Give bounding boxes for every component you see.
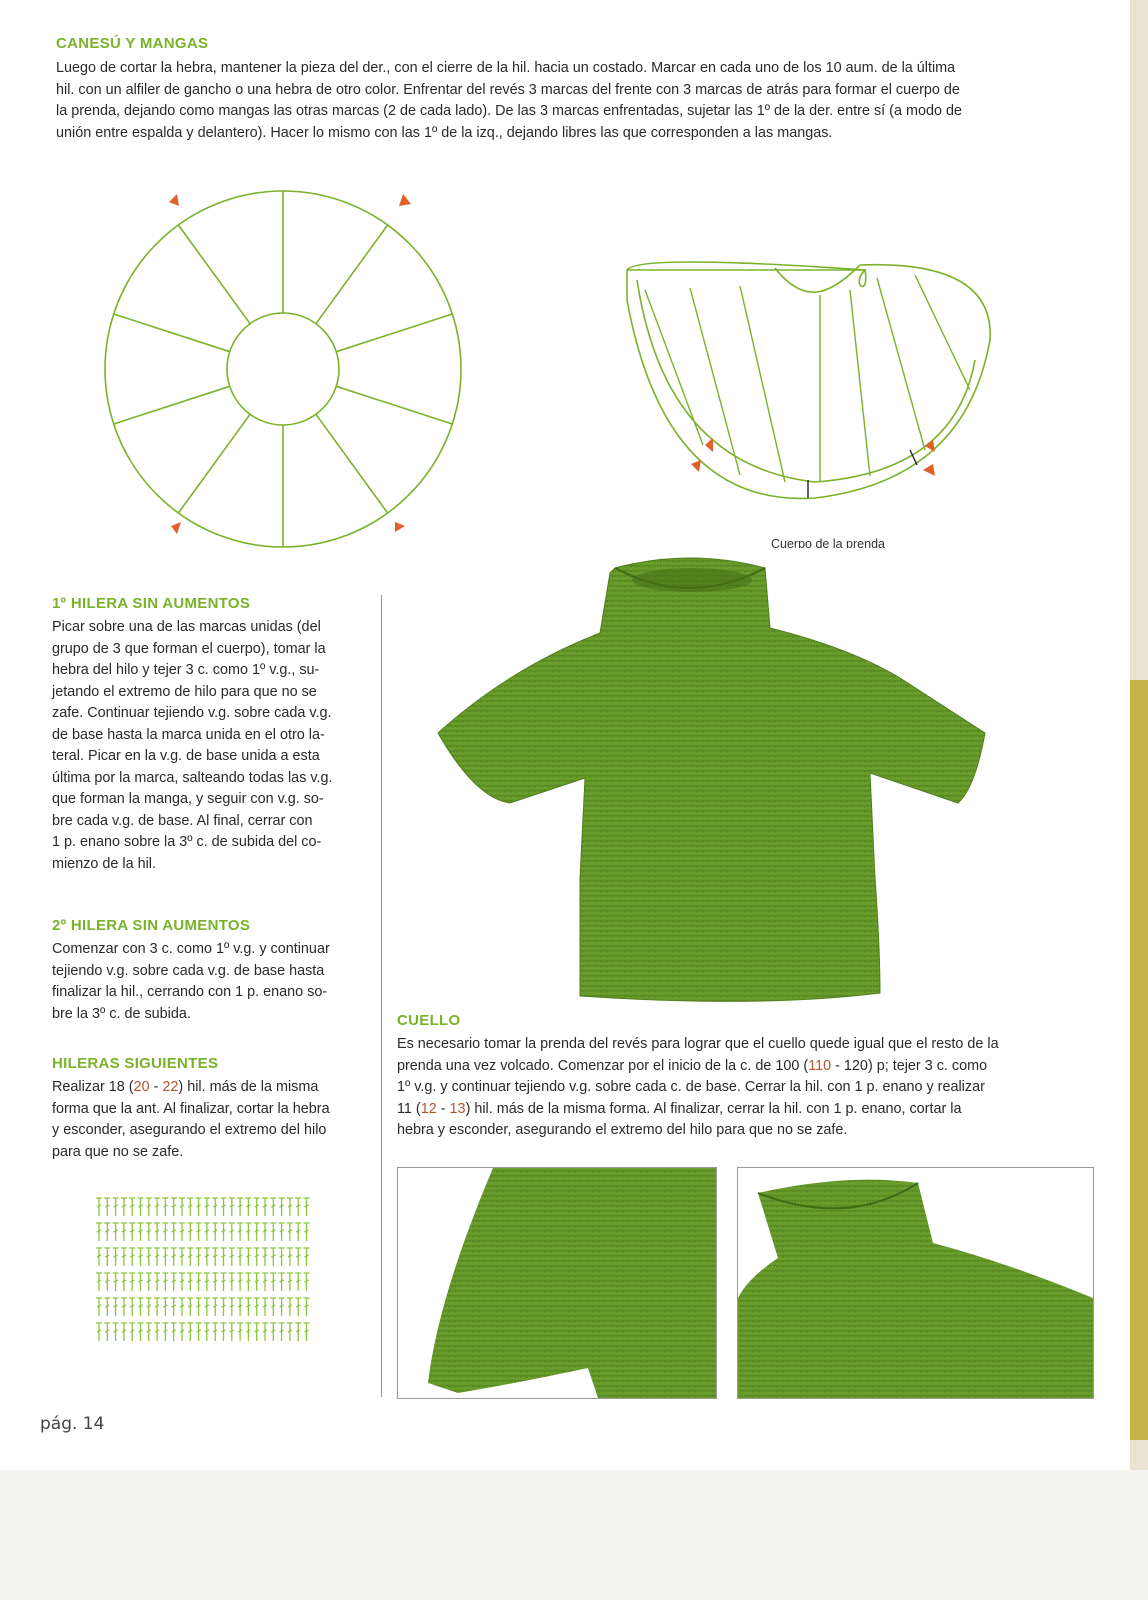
double-crochet-symbol <box>179 1198 185 1216</box>
double-crochet-symbol <box>245 1298 251 1316</box>
double-crochet-symbol <box>237 1273 243 1291</box>
double-crochet-symbol <box>262 1323 268 1341</box>
double-crochet-symbol <box>196 1223 202 1241</box>
double-crochet-symbol <box>212 1323 218 1341</box>
double-crochet-symbol <box>154 1323 160 1341</box>
marker-triangle <box>399 194 411 206</box>
double-crochet-symbol <box>229 1198 235 1216</box>
double-crochet-symbol <box>96 1323 102 1341</box>
double-crochet-symbol <box>287 1323 293 1341</box>
double-crochet-symbol <box>229 1223 235 1241</box>
double-crochet-symbol <box>262 1223 268 1241</box>
double-crochet-symbol <box>129 1198 135 1216</box>
text-line: tejiendo v.g. sobre cada v.g. de base hasta <box>52 962 325 979</box>
text-line: prenda una vez volcado. Comenzar por el inicio de la c. de 100 (110 - 120) p; tejer 3 c. como <box>397 1057 988 1074</box>
text-line: teral. Picar en la v.g. de base unida a esta <box>52 748 320 764</box>
double-crochet-symbol <box>221 1248 227 1266</box>
double-crochet-symbol <box>295 1298 301 1316</box>
double-crochet-symbol <box>287 1248 293 1266</box>
double-crochet-symbol <box>270 1323 276 1341</box>
fan-segment-line <box>645 290 703 445</box>
double-crochet-symbol <box>146 1298 152 1316</box>
yoke-segment-line <box>178 414 250 513</box>
double-crochet-symbol <box>187 1273 193 1291</box>
double-crochet-symbol <box>113 1248 119 1266</box>
yoke-segment-line <box>336 386 452 424</box>
spine-color-band <box>1130 680 1148 1440</box>
double-crochet-symbol <box>121 1273 127 1291</box>
double-crochet-symbol <box>154 1248 160 1266</box>
text-line: forma que la ant. Al finalizar, cortar la hebra <box>52 1100 330 1117</box>
double-crochet-symbol <box>262 1273 268 1291</box>
double-crochet-symbol <box>279 1198 285 1216</box>
double-crochet-symbol <box>121 1298 127 1316</box>
double-crochet-symbol <box>212 1273 218 1291</box>
double-crochet-symbol <box>212 1248 218 1266</box>
double-crochet-symbol <box>237 1298 243 1316</box>
double-crochet-symbol <box>262 1248 268 1266</box>
yoke-circle-diagram <box>95 180 485 560</box>
text-line: finalizar la hil., cerrando con 1 p. enano so- <box>52 984 328 1000</box>
double-crochet-symbol <box>121 1198 127 1216</box>
double-crochet-symbol <box>96 1198 102 1216</box>
row2-paragraph <box>52 939 372 1025</box>
double-crochet-symbol <box>146 1273 152 1291</box>
double-crochet-symbol <box>304 1248 310 1266</box>
double-crochet-symbol <box>162 1273 168 1291</box>
double-crochet-symbol <box>179 1273 185 1291</box>
double-crochet-symbol <box>279 1323 285 1341</box>
double-crochet-symbol <box>104 1323 110 1341</box>
double-crochet-symbol <box>254 1323 260 1341</box>
double-crochet-symbol <box>104 1273 110 1291</box>
double-crochet-symbol <box>254 1198 260 1216</box>
double-crochet-symbol <box>287 1298 293 1316</box>
double-crochet-symbol <box>121 1248 127 1266</box>
double-crochet-symbol <box>179 1248 185 1266</box>
text-line: 11 (12 - 13) hil. más de la misma forma. Al finalizar, cerrar la hil. con 1 p. enano, cortar la <box>397 1100 962 1117</box>
double-crochet-symbol <box>113 1298 119 1316</box>
double-crochet-symbol <box>162 1198 168 1216</box>
double-crochet-symbol <box>138 1273 144 1291</box>
double-crochet-symbol <box>204 1223 210 1241</box>
double-crochet-symbol <box>171 1323 177 1341</box>
double-crochet-symbol <box>146 1223 152 1241</box>
section-title-row2: 2º HILERA SIN AUMENTOS <box>52 917 251 934</box>
double-crochet-symbol <box>187 1323 193 1341</box>
double-crochet-symbol <box>171 1248 177 1266</box>
marker-triangle <box>171 522 181 534</box>
double-crochet-symbol <box>221 1198 227 1216</box>
double-crochet-symbol <box>121 1223 127 1241</box>
double-crochet-symbol <box>237 1223 243 1241</box>
text-line: jetando el extremo de hilo para que no se <box>52 683 317 700</box>
double-crochet-symbol <box>212 1223 218 1241</box>
double-crochet-symbol <box>129 1223 135 1241</box>
text-line: 1º v.g. y continuar tejiendo v.g. sobre cada c. de base. Cerrar la hil. con 1 p. enano y realizar <box>397 1079 985 1095</box>
double-crochet-symbol <box>121 1323 127 1341</box>
double-crochet-symbol <box>221 1323 227 1341</box>
double-crochet-symbol <box>287 1223 293 1241</box>
collar-paragraph <box>397 1034 1087 1142</box>
double-crochet-symbol <box>229 1298 235 1316</box>
yoke-segment-line <box>336 314 452 352</box>
double-crochet-symbol <box>113 1198 119 1216</box>
page-number: pág. 14 <box>40 1414 105 1434</box>
page-spine <box>1130 0 1148 1470</box>
detail-photo-collar <box>737 1167 1094 1399</box>
double-crochet-symbol <box>171 1198 177 1216</box>
double-crochet-symbol <box>295 1323 301 1341</box>
double-crochet-symbol <box>179 1298 185 1316</box>
double-crochet-symbol <box>245 1273 251 1291</box>
double-crochet-symbol <box>196 1248 202 1266</box>
double-crochet-symbol <box>96 1223 102 1241</box>
row1-paragraph <box>52 617 372 875</box>
double-crochet-symbol <box>287 1273 293 1291</box>
double-crochet-symbol <box>270 1198 276 1216</box>
fan-segment-line <box>915 275 970 390</box>
double-crochet-symbol <box>113 1273 119 1291</box>
yoke-segment-line <box>114 386 230 424</box>
text-line: Realizar 18 (20 - 22) hil. más de la misma <box>52 1079 319 1095</box>
double-crochet-symbol <box>96 1273 102 1291</box>
double-crochet-symbol <box>295 1273 301 1291</box>
double-crochet-symbol <box>129 1248 135 1266</box>
body-fan-diagram <box>615 250 1005 510</box>
double-crochet-symbol <box>304 1273 310 1291</box>
double-crochet-symbol <box>229 1248 235 1266</box>
double-crochet-symbol <box>154 1273 160 1291</box>
double-crochet-symbol <box>179 1323 185 1341</box>
double-crochet-symbol <box>295 1198 301 1216</box>
yoke-segment-line <box>114 314 230 352</box>
text-line: bre cada v.g. de base. Al final, cerrar con <box>52 812 313 829</box>
double-crochet-symbol <box>279 1298 285 1316</box>
double-crochet-symbol <box>138 1248 144 1266</box>
double-crochet-symbol <box>113 1223 119 1241</box>
double-crochet-symbol <box>212 1198 218 1216</box>
following-paragraph <box>52 1077 372 1163</box>
double-crochet-symbol <box>204 1323 210 1341</box>
double-crochet-symbol <box>262 1298 268 1316</box>
double-crochet-symbol <box>245 1198 251 1216</box>
double-crochet-symbol <box>245 1248 251 1266</box>
double-crochet-symbol <box>146 1198 152 1216</box>
double-crochet-symbol <box>254 1248 260 1266</box>
double-crochet-symbol <box>304 1198 310 1216</box>
intro-line: hil. con un alfiler de gancho o una hebra de otro color. Enfrentar del revés 3 marcas del frente con 3 marcas de atrás para formar el cuerpo de <box>56 81 960 98</box>
double-crochet-symbol <box>287 1198 293 1216</box>
marker-triangle <box>705 438 713 452</box>
double-crochet-symbol <box>138 1298 144 1316</box>
double-crochet-symbol <box>187 1223 193 1241</box>
double-crochet-symbol <box>229 1323 235 1341</box>
double-crochet-symbol <box>245 1323 251 1341</box>
double-crochet-symbol <box>270 1223 276 1241</box>
double-crochet-symbol <box>138 1323 144 1341</box>
double-crochet-symbol <box>162 1248 168 1266</box>
double-crochet-symbol <box>270 1248 276 1266</box>
double-crochet-symbol <box>146 1323 152 1341</box>
yoke-segment-line <box>316 225 388 324</box>
text-line: que forman la manga, y seguir con v.g. so- <box>52 791 324 807</box>
text-line: Picar sobre una de las marcas unidas (del <box>52 619 321 635</box>
scan-margin <box>0 1470 1148 1600</box>
text-line: de base hasta la marca unida en el otro la- <box>52 726 325 743</box>
double-crochet-symbol <box>254 1298 260 1316</box>
double-crochet-symbol <box>221 1298 227 1316</box>
stitch-chart <box>95 1192 320 1352</box>
intro-line: unión entre espalda y delantero). Hacer lo mismo con las 1º de la izq., dejando libres las que corresponden a las mangas. <box>56 124 833 141</box>
double-crochet-symbol <box>270 1298 276 1316</box>
double-crochet-symbol <box>204 1298 210 1316</box>
fan-segment-line <box>740 286 785 482</box>
text-line: mienzo de la hil. <box>52 855 156 872</box>
section-title-following: HILERAS SIGUIENTES <box>52 1055 219 1072</box>
double-crochet-symbol <box>187 1298 193 1316</box>
yoke-segment-line <box>178 225 250 324</box>
text-line: para que no se zafe. <box>52 1143 184 1160</box>
text-line: 1 p. enano sobre la 3º c. de subida del co- <box>52 834 322 850</box>
marker-triangle <box>169 194 179 206</box>
double-crochet-symbol <box>254 1273 260 1291</box>
double-crochet-symbol <box>104 1223 110 1241</box>
fan-segment-line <box>877 278 925 450</box>
marker-triangle <box>395 522 405 532</box>
text-line: hebra y esconder, asegurando el extremo del hilo para que no se zafe. <box>397 1122 848 1138</box>
text-line: Comenzar con 3 c. como 1º v.g. y continuar <box>52 941 330 957</box>
text-line: bre la 3º c. de subida. <box>52 1005 191 1022</box>
intro-line: Luego de cortar la hebra, mantener la pieza del der., con el cierre de la hil. hacia un costado. Marcar en cada uno de los 10 aum. de la última <box>56 60 956 76</box>
double-crochet-symbol <box>279 1223 285 1241</box>
double-crochet-symbol <box>96 1248 102 1266</box>
text-line: grupo de 3 que forman el cuerpo), tomar la <box>52 640 326 657</box>
double-crochet-symbol <box>237 1198 243 1216</box>
double-crochet-symbol <box>304 1298 310 1316</box>
double-crochet-symbol <box>138 1198 144 1216</box>
double-crochet-symbol <box>245 1223 251 1241</box>
double-crochet-symbol <box>295 1223 301 1241</box>
detail-photo-sleeve <box>397 1167 717 1399</box>
double-crochet-symbol <box>104 1198 110 1216</box>
double-crochet-symbol <box>279 1248 285 1266</box>
double-crochet-symbol <box>237 1323 243 1341</box>
double-crochet-symbol <box>104 1248 110 1266</box>
double-crochet-symbol <box>204 1248 210 1266</box>
double-crochet-symbol <box>146 1248 152 1266</box>
double-crochet-symbol <box>196 1273 202 1291</box>
double-crochet-symbol <box>154 1223 160 1241</box>
double-crochet-symbol <box>196 1298 202 1316</box>
double-crochet-symbol <box>304 1323 310 1341</box>
section-title-row1: 1º HILERA SIN AUMENTOS <box>52 595 251 612</box>
double-crochet-symbol <box>196 1323 202 1341</box>
double-crochet-symbol <box>279 1273 285 1291</box>
double-crochet-symbol <box>129 1323 135 1341</box>
double-crochet-symbol <box>171 1223 177 1241</box>
double-crochet-symbol <box>304 1223 310 1241</box>
text-line: zafe. Continuar tejiendo v.g. sobre cada v.g. <box>52 705 332 721</box>
double-crochet-symbol <box>162 1298 168 1316</box>
double-crochet-symbol <box>254 1223 260 1241</box>
double-crochet-symbol <box>138 1223 144 1241</box>
double-crochet-symbol <box>221 1223 227 1241</box>
intro-line: la prenda, dejando como mangas las otras marcas (2 de cada lado). De las 3 marcas enfrentadas, sujetar las 1º de la der. entre sí (a modo de <box>56 103 962 119</box>
double-crochet-symbol <box>187 1248 193 1266</box>
double-crochet-symbol <box>179 1223 185 1241</box>
double-crochet-symbol <box>154 1198 160 1216</box>
fan-segment-line <box>690 288 740 475</box>
double-crochet-symbol <box>171 1298 177 1316</box>
double-crochet-symbol <box>113 1323 119 1341</box>
double-crochet-symbol <box>129 1273 135 1291</box>
double-crochet-symbol <box>212 1298 218 1316</box>
double-crochet-symbol <box>295 1248 301 1266</box>
text-line: hebra del hilo y tejer 3 c. como 1º v.g., su- <box>52 662 320 678</box>
double-crochet-symbol <box>229 1273 235 1291</box>
double-crochet-symbol <box>221 1273 227 1291</box>
sweater-photo <box>430 548 1015 1008</box>
marker-triangle <box>923 464 935 476</box>
text-line: Es necesario tomar la prenda del revés para lograr que el cuello quede igual que el resto de la <box>397 1036 999 1052</box>
double-crochet-symbol <box>204 1198 210 1216</box>
intro-paragraph <box>56 58 1046 144</box>
section-title-canesu: CANESÚ Y MANGAS <box>56 35 209 52</box>
double-crochet-symbol <box>171 1273 177 1291</box>
double-crochet-symbol <box>204 1273 210 1291</box>
marker-triangle <box>691 460 701 472</box>
double-crochet-symbol <box>104 1298 110 1316</box>
double-crochet-symbol <box>270 1273 276 1291</box>
double-crochet-symbol <box>262 1198 268 1216</box>
double-crochet-symbol <box>162 1323 168 1341</box>
text-line: última por la marca, salteando todas las v.g. <box>52 769 333 786</box>
double-crochet-symbol <box>237 1248 243 1266</box>
text-line: y esconder, asegurando el extremo del hilo <box>52 1122 327 1138</box>
diagram-caption: Cuerpo de la prenda <box>771 537 885 551</box>
section-title-collar: CUELLO <box>397 1012 461 1029</box>
double-crochet-symbol <box>154 1298 160 1316</box>
column-divider <box>381 595 382 1397</box>
double-crochet-symbol <box>162 1223 168 1241</box>
fan-segment-line <box>850 290 870 476</box>
double-crochet-symbol <box>129 1298 135 1316</box>
double-crochet-symbol <box>196 1198 202 1216</box>
double-crochet-symbol <box>96 1298 102 1316</box>
double-crochet-symbol <box>187 1198 193 1216</box>
yoke-segment-line <box>316 414 388 513</box>
